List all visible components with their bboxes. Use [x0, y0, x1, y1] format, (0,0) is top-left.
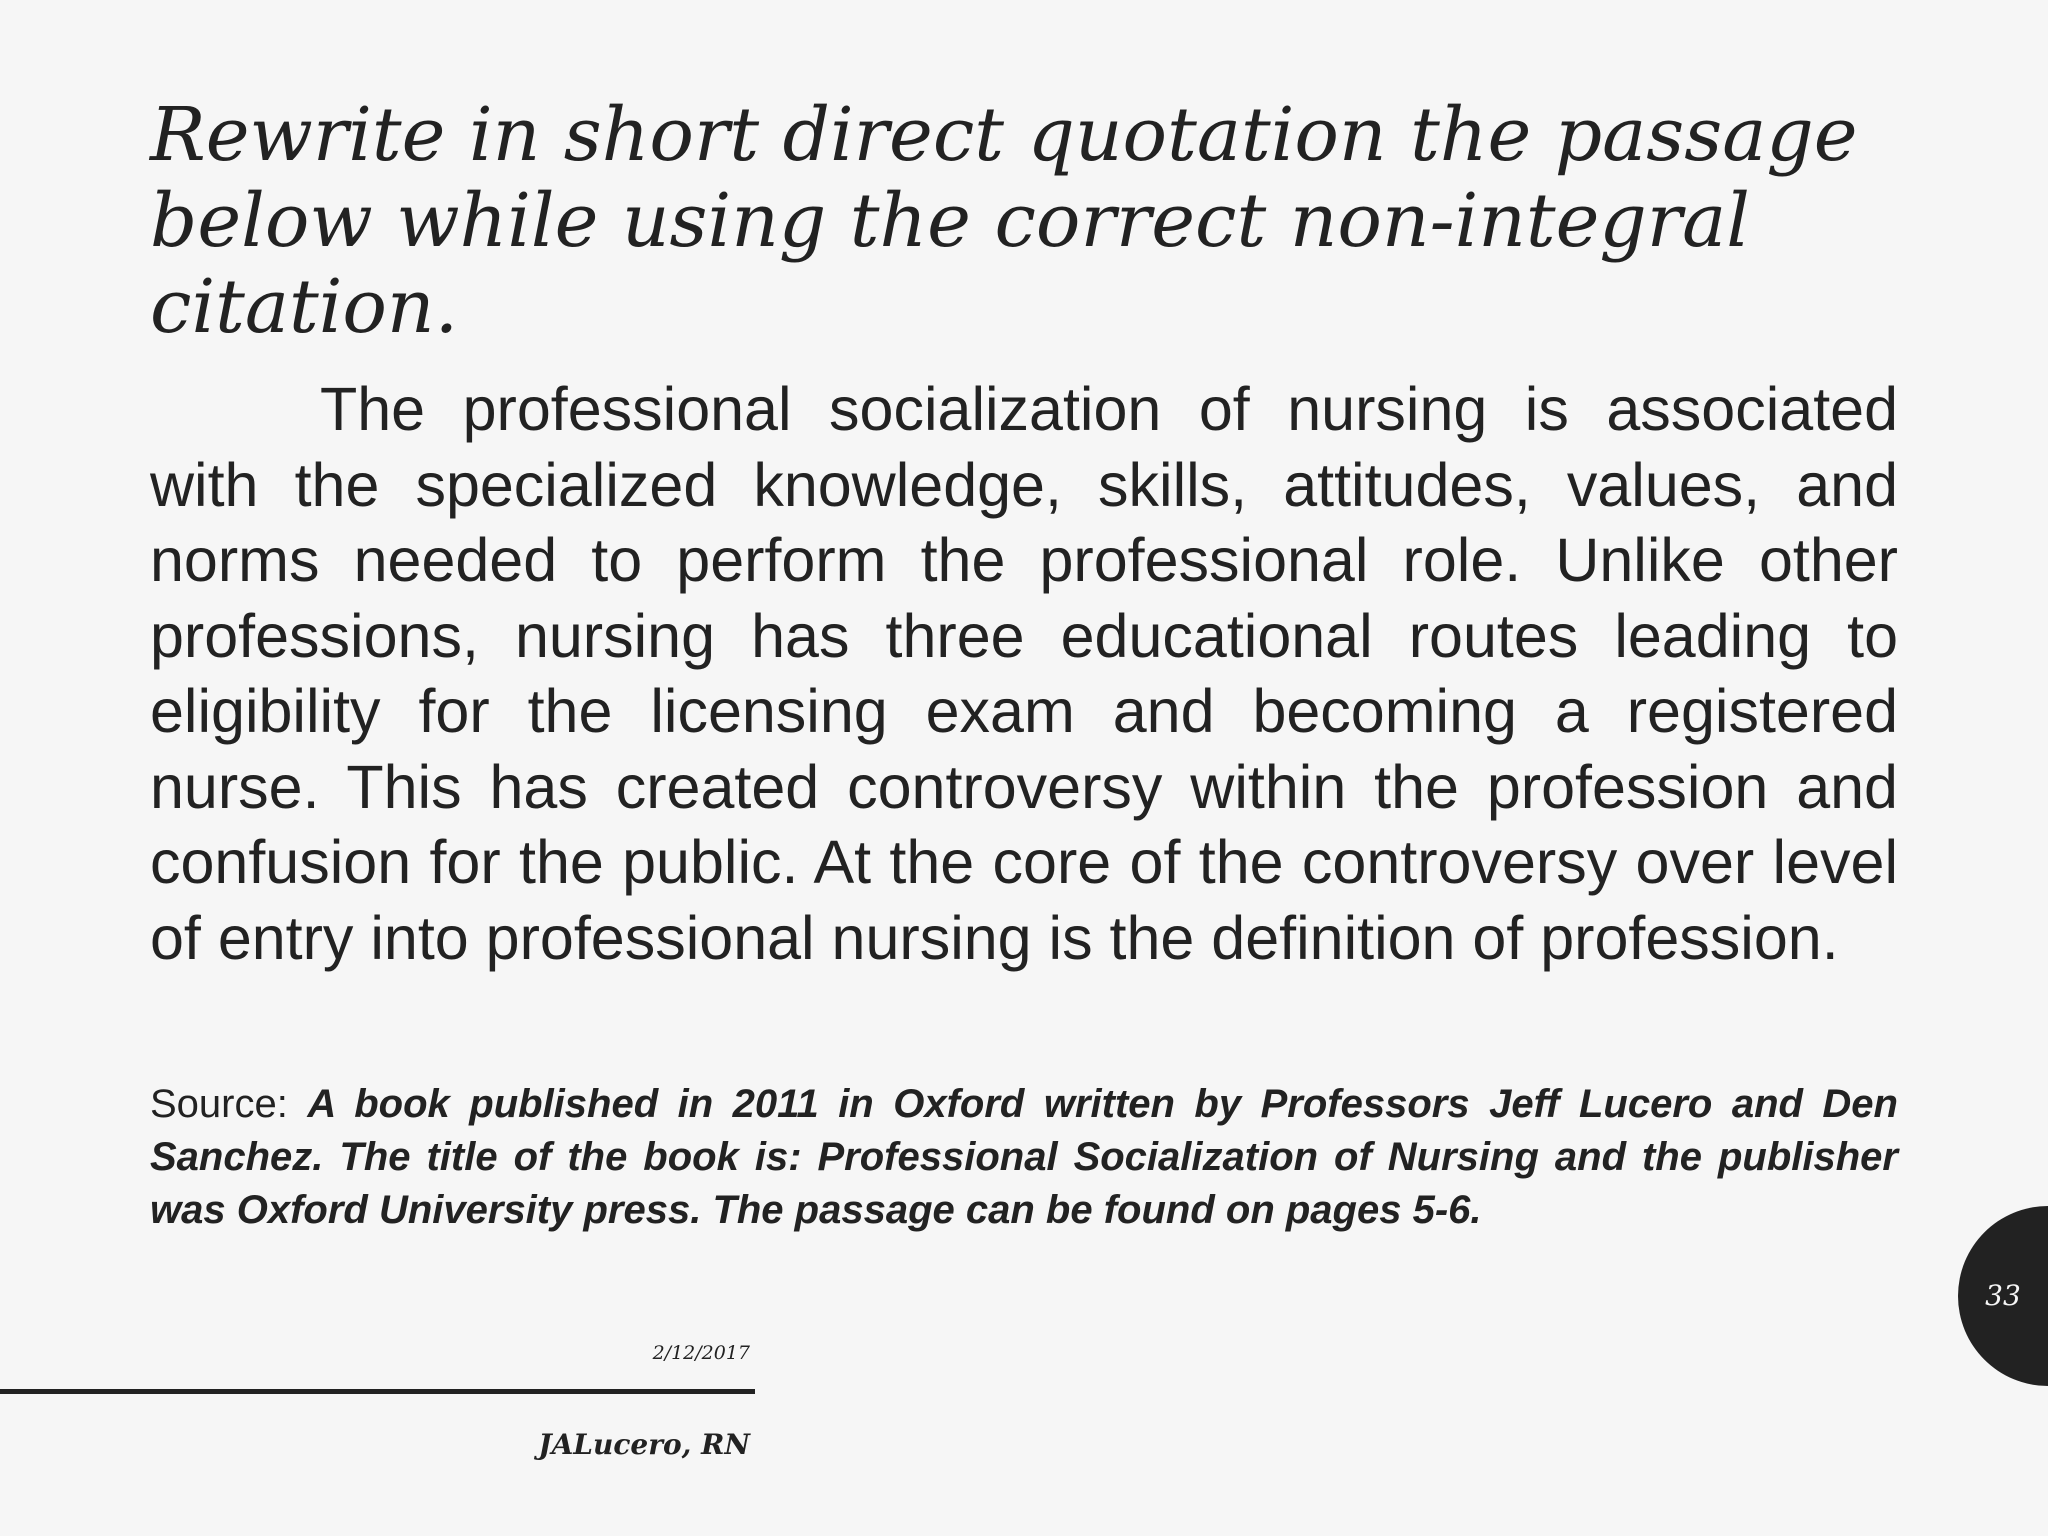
slide-date: 2/12/2017: [652, 1342, 750, 1364]
footer-divider: [0, 1389, 755, 1394]
source-label: Source:: [150, 1082, 308, 1126]
slide-author: JALucero, RN: [538, 1428, 750, 1461]
source-detail: A book published in 2011 in Oxford written by Professors Jeff Lucero and Den Sanchez. The title of the book is: Professional Socialization of Nursing and the publisher was Oxford University press. The passage can be found on pages 5-6.: [150, 1082, 1898, 1232]
page-number: 33: [1985, 1279, 2021, 1312]
source-text: [150, 1078, 1898, 1237]
passage-text: The professional socialization of nursing is associated with the specialized knowledge, skills, attitudes, values, and norms needed to perform the professional role. Unlike other professions, nursing has three educational routes leading to eligibility for the licensing exam and becoming a registered nurse. This has created controversy within the profession and confusion for the public. At the core of the controversy over level of entry into professional nursing is the definition of profession.: [150, 375, 1898, 972]
slide-title: Rewrite in short direct quotation the passage below while using the correct non-integral citation.: [150, 92, 1858, 350]
